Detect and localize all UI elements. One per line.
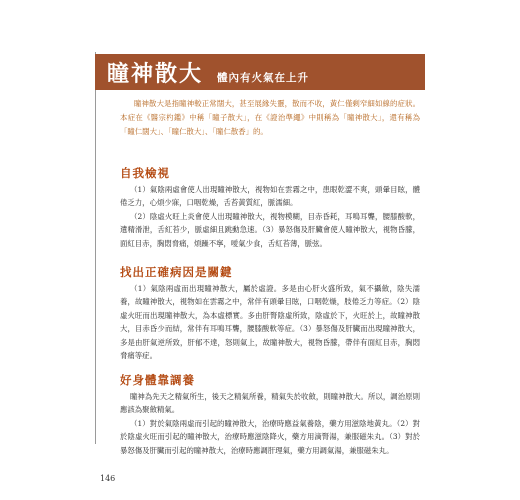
page-title: 瞳神散大 bbox=[107, 60, 204, 87]
section-self-check bbox=[120, 165, 420, 250]
page-subtitle: 體內有火氣在上升 bbox=[217, 71, 310, 84]
page-number: 146 bbox=[100, 474, 116, 483]
title-banner bbox=[95, 54, 425, 90]
section-care bbox=[120, 372, 420, 457]
section-paragraph: （2）陰虛火旺上炎會使人出現瞳神散大，視物模糊，目赤昏耗，耳鳴耳聾，腰膝酸軟，遺精滑泄，舌紅苔少，脈虛細且跳動急速。（3）暴怒傷及肝臟會使人瞳神散大，視物昏朦，面紅目赤，胸悶脅痛，煩躁不寧，噯氣少食，舌紅苔薄，脈弦。 bbox=[120, 211, 420, 248]
section-paragraph: （1）氣陰兩虛而出現瞳神散大，屬於虛證。多是由心肝火盛所致，氣不攝斂，陰失濡養，故瞳神散大，視物如在雲霧之中，常伴有頭暈目眩，口咽乾燥，肢倦乏力等症。（2）陰虛火旺而出現瞳神散大，為本虛標實。多由肝腎陰虛所致，陰虛於下，火旺於上，故瞳神散大，目赤昏少而結，常伴有耳鳴耳聾，腰膝酸軟等症。（3）暴怒傷及肝臟而出現瞳神散大，多是由肝氣逆所致，肝郁不達，怒則氣上，故瞳神散大，視物昏朦，帶伴有面紅目赤，胸悶脅痛等症。 bbox=[120, 284, 420, 361]
margin-rule bbox=[95, 52, 96, 444]
section-paragraph: （1）對於氣陰兩虛而引起的瞳神散大，治療時應益氣養陰，藥方用滋陰地黃丸。（2）對於陰虛火旺而引起的瞳神散大，治療時應滋陰降火，藥方用滴腎湯，兼服磁朱丸。（3）對於暴怒傷及肝臟而引起的瞳神散大，治療時應調肝理氣，藥方用調氣湯，兼服磁朱丸。 bbox=[120, 418, 420, 455]
intro-paragraph: 瞳神散大是指瞳神較正常闊大，甚至展緣失靈，散而不收，黃仁僅剩窄細如線的症狀。本症在《醫宗杓鑑》中稱「瞳子散大」，在《證治準繩》中則稱為「瞳神散大」，還有稱為「瞳仁闊大」、「瞳仁散大」、「瞳仁散香」的。 bbox=[120, 99, 420, 136]
section-heading: 好身體靠調養 bbox=[120, 373, 195, 387]
section-paragraph: （1）氣陰兩虛會使人出現瞳神散大，視物如在雲霧之中，患眼乾澀不爽，頭暈目眩，體倦乏力，心煩少寐，口咽乾燥，舌苔黃質紅，脈濡細。 bbox=[120, 185, 420, 208]
section-heading: 找出正確病因是關鍵 bbox=[120, 265, 233, 279]
section-heading: 自我檢視 bbox=[120, 166, 170, 180]
section-cause bbox=[120, 264, 420, 362]
section-paragraph: 瞳神為先天之精氣所生，後天之精氣所養，精氣失於收斂，則瞳神散大。所以，調治原則應該為聚斂精氣。 bbox=[120, 392, 420, 415]
